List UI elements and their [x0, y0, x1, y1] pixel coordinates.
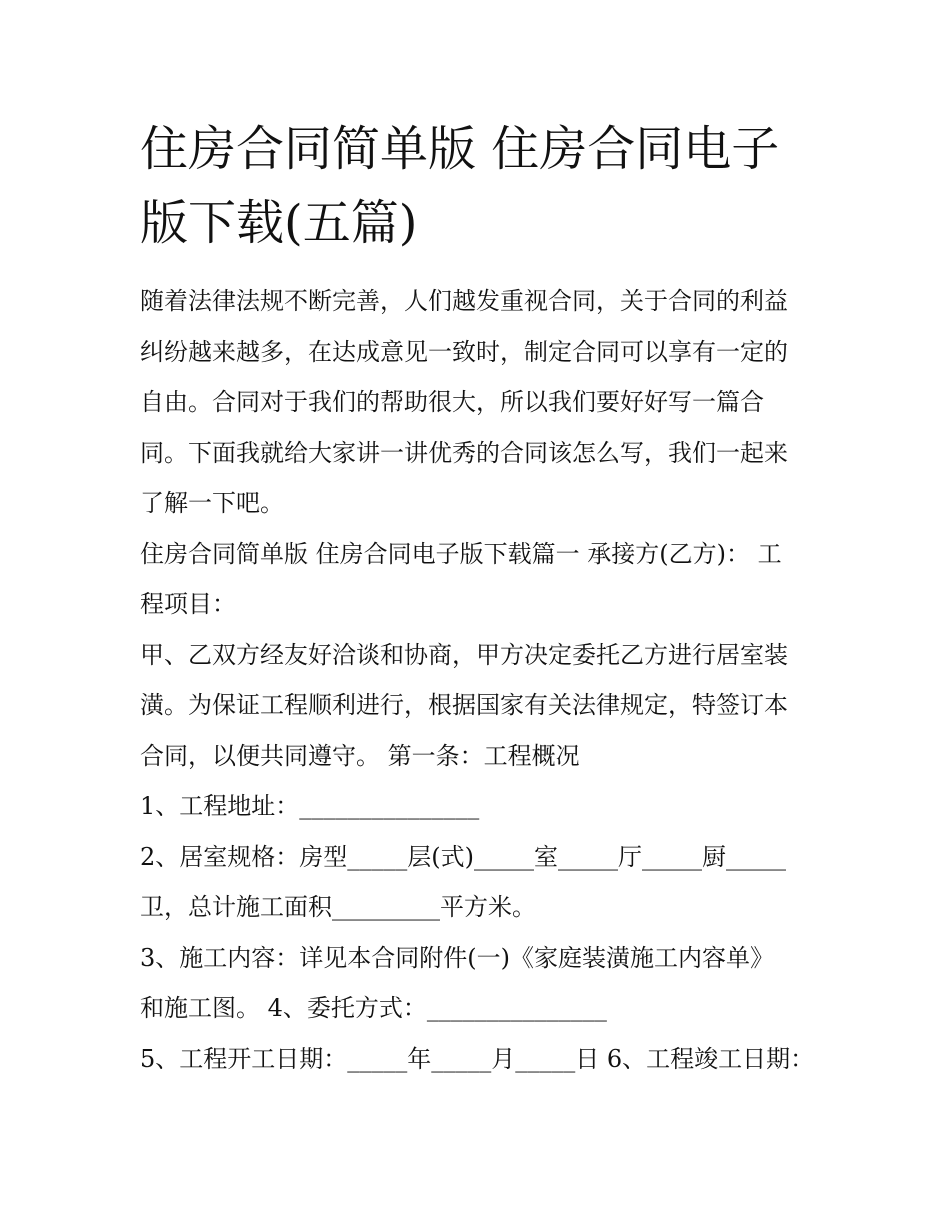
body-line: 纠纷越来越多，在达成意见一致时，制定合同可以享有一定的 [140, 337, 788, 366]
body-line: 卫，总计施工面积_________平方米。 [140, 893, 536, 921]
body-line: 程项目： [140, 590, 236, 618]
body-line: 5、工程开工日期：_____年_____月_____日 6、工程竣工日期： [140, 1044, 815, 1073]
document-title [140, 112, 830, 260]
body-line: 了解一下吧。 [140, 489, 284, 517]
title-line: 住房合同简单版 住房合同电子 [140, 121, 780, 177]
body-line: 1、工程地址：_______________ [140, 792, 480, 820]
title-line: 版下载(五篇) [140, 195, 418, 251]
body-line: 自由。合同对于我们的帮助很大，所以我们要好好写一篇合 [140, 388, 764, 416]
body-line: 2、居室规格：房型_____层(式)_____室_____厅_____厨_____ [140, 842, 786, 871]
body-line: 随着法律法规不断完善，人们越发重视合同，关于合同的利益 [140, 287, 788, 315]
body-line: 住房合同简单版 住房合同电子版下载篇一 承接方(乙方)： 工 [140, 539, 782, 568]
body-line: 合同，以便共同遵守。 第一条：工程概况 [140, 741, 580, 770]
document-body [140, 276, 830, 1084]
body-line: 甲、乙双方经友好洽谈和协商，甲方决定委托乙方进行居室装 [140, 640, 788, 669]
body-line: 潢。为保证工程顺利进行，根据国家有关法律规定，特签订本 [140, 691, 788, 719]
body-line: 同。下面我就给大家讲一讲优秀的合同该怎么写，我们一起来 [140, 438, 788, 467]
body-line: 和施工图。 4、委托方式：_______________ [140, 994, 607, 1022]
body-line: 3、施工内容：详见本合同附件(一)《家庭装潢施工内容单》 [140, 943, 774, 972]
